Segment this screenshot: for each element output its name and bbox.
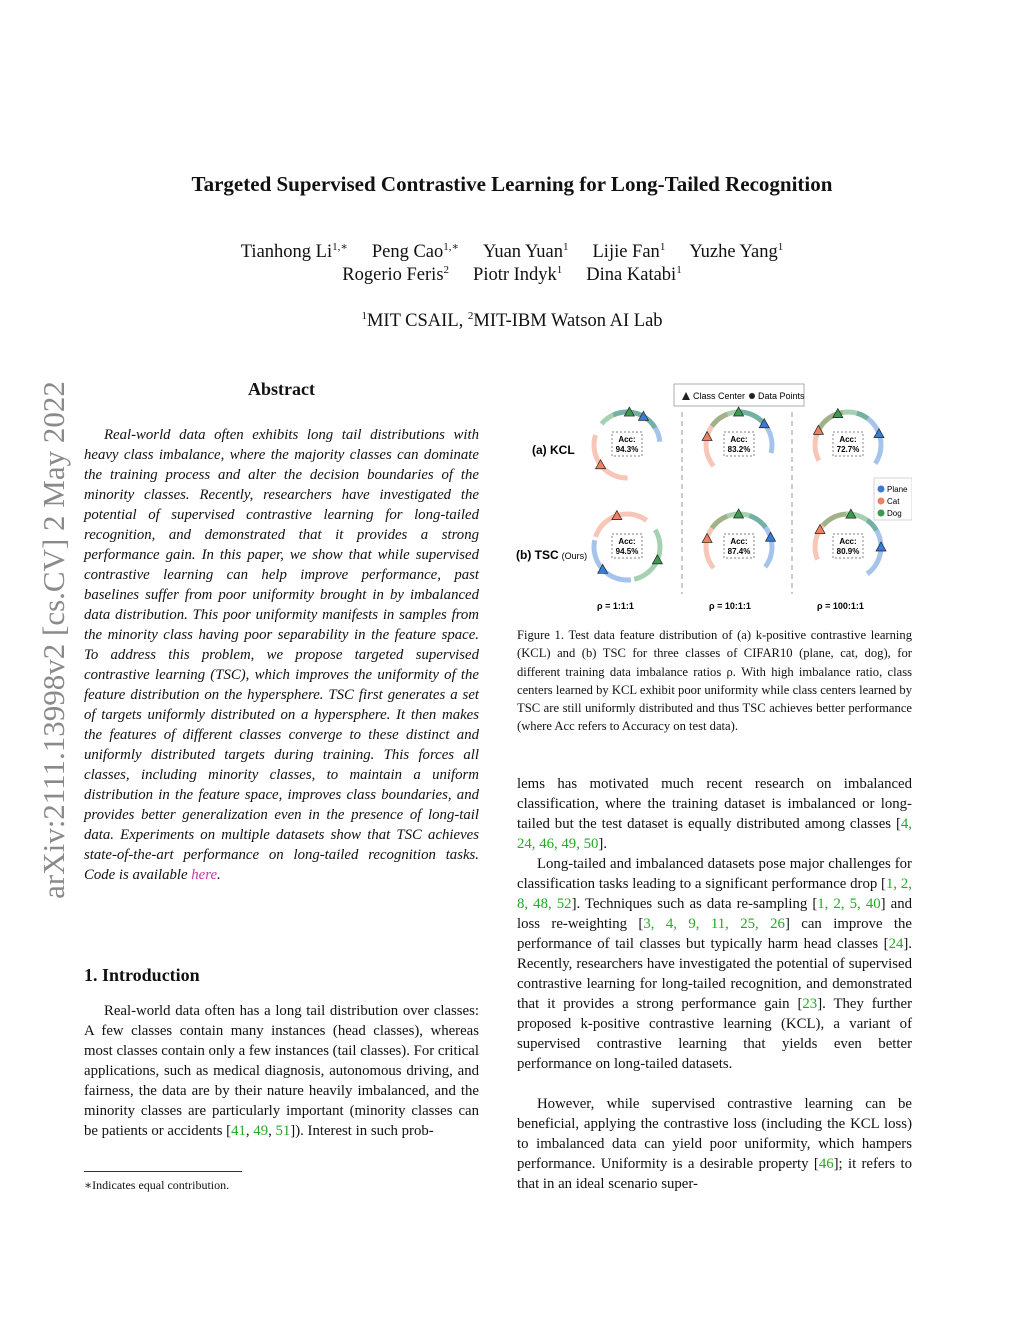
citation-link[interactable]: 1, 2, 5, 40 [817,896,881,912]
code-link[interactable]: here [191,867,218,883]
accuracy-value: 80.9% [836,547,860,556]
author-name: Yuzhe Yang$^1$ [689,241,784,263]
rho-label-1: ρ = 1:1:1 [597,601,634,611]
affiliations: $^1$MIT CSAIL, $^2$MIT-IBM Watson AI Lab [361,310,663,332]
intro-paragraph: Real-world data often has a long tail distribution over classes: A few classes contain many instances (head classes), whereas most classes contain only a few instances (tail classes). For critical applications, such as medical diagnosis, autonomous driving, and fairness, the data are by their nature heavily imbalanced, and the minority classes are particularly important (minority classes can be patients or accidents [41, 49, 51]). Interest in such prob- [84,1003,479,1139]
accuracy-label: Acc: [839,537,857,546]
accuracy-value: 72.7% [836,445,860,454]
author-row-2 [0,264,1024,286]
row-label-kcl: (a) KCL [532,443,575,457]
class-arc [817,412,868,435]
feature-ring [594,511,662,580]
class-legend-label: Cat [887,497,900,506]
feature-ring [813,409,884,464]
class-center-marker [876,542,886,551]
abstract-text: Real-world data often exhibits long tail distributions with heavy class imbalance, where the majority classes can dominate the training process and alter the decision boundaries of the minority classes. Recently, researchers have investigated the potential of supervised contrastive learning for long-tailed recognition, and demonstrated that it provides a strong performance gain. In this paper, we show that while supervised contrastive learning can help improve performance, past baselines suffer from poor uniformity brought in by imbalanced data distribution. This poor uniformity manifests in samples from the minority class having poor separability in the feature space. To address this problem, we propose targeted supervised contrastive learning (TSC), which improves the uniformity of the feature distribution on the hypersphere. TSC first generates a set of targets uniformly distributed on a hypersphere. It then makes the features of different classes converge to these distinct and uniformly distributed targets during training. This forces all classes, including minority classes, to maintain a uniform distribution in the feature space, improves class boundaries, and provides better generalization even in the presence of long-tail data. Experiments on multiple datasets show that TSC achieves state-of-the-art performance on long-tailed recognition tasks. Code is available here. [84,427,479,883]
rho-label-2: ρ = 10:1:1 [709,601,751,611]
figure-1 [512,382,912,619]
figure-graphic [512,382,912,614]
arxiv-identifier: arXiv:2111.13998v2 [cs.CV] 2 May 2022 [36,381,71,899]
citation-link[interactable]: 23 [802,996,818,1012]
rho-label-3: ρ = 100:1:1 [817,601,864,611]
citation-link[interactable]: 4, 24, 46, 49, 50 [517,816,912,852]
author-name: Rogerio Feris$^2$ [342,264,450,286]
citation-link[interactable]: 1, 2, 8, 48, 52 [517,876,912,912]
class-legend-dot [878,510,885,517]
accuracy-label: Acc: [730,435,748,444]
class-legend-label: Dog [887,509,902,518]
right-paragraph-3: However, while supervised contrastive learning can be beneficial, applying the contrastive loss (including the KCL loss) to imbalanced data can yield poor uniformity, which hampers performance. Uniformity is a desirable property [46]; it refers to that in an ideal scenario super- [517,1096,912,1192]
author-row-1 [0,240,1024,263]
accuracy-label: Acc: [618,537,636,546]
accuracy-value: 94.3% [615,445,639,454]
right-paragraph-2: Long-tailed and imbalanced datasets pose major challenges for classification tasks leading to a significant performance drop [1, 2, 8, 48, 52]. Techniques such as data re-sampling [1, 2, 5, 40] and loss re-weighting [3, 4, 9, 11, 25, 26] can improve the performance of tail classes but typically harm head classes [24]. Recently, researchers have investigated the potential of supervised contrastive learning for long-tailed recognition, and demonstrated that it provides a strong performance gain [23]. They further proposed k-positive contrastive learning (KCL), a variant of supervised contrastive learning that yields even better performance on long-tailed datasets. [517,856,913,1072]
feature-ring [594,407,660,478]
accuracy-value: 94.5% [615,547,639,556]
data-point-icon [749,393,755,399]
author-name: Dina Katabi$^1$ [586,264,682,286]
feature-ring [702,509,775,568]
author-name: Lijie Fan$^1$ [592,241,666,263]
footnote: ∗Indicates equal contribution. [84,1178,230,1192]
citation-link[interactable]: 51 [275,1123,291,1139]
footnote-rule [84,1171,242,1172]
paper-title: Targeted Supervised Contrastive Learning for Long-Tailed Recognition [191,172,833,196]
author-name: Tianhong $Li^{1,∗}$ [240,241,348,263]
class-legend-label: Plane [887,485,908,494]
citation-link[interactable]: 3, 4, 9, 11, 25, 26 [643,916,785,932]
author-name: Yuan Yuan$^1$ [483,241,569,263]
feature-ring [702,407,772,466]
abstract-heading: Abstract [248,379,315,399]
citation-link[interactable]: 41 [231,1123,246,1139]
section-heading-introduction: 1. Introduction [84,965,200,985]
row-label-tsc: (b) TSC (Ours) [516,548,588,562]
citation-link[interactable]: 24 [888,936,904,952]
accuracy-value: 87.4% [727,547,751,556]
citation-link[interactable]: 49 [253,1123,269,1139]
citation-link[interactable]: 46 [818,1156,834,1172]
class-legend-dot [878,498,885,505]
legend-data-points: Data Points [758,391,805,401]
legend-class-center: Class Center [693,391,746,401]
accuracy-label: Acc: [730,537,748,546]
figure-caption: Figure 1. Test data feature distribution of (a) k-positive contrastive learning (KCL) and (b) TSC for three classes of CIFAR10 (plane, cat, dog), for different training data imbalance ratios ρ. With high imbalance ratio, class centers learned by KCL exhibit poor uniformity while class centers learned by TSC are still uniformly distributed and thus TSC achieves better performance (where Acc refers to Accuracy on test data). [517,628,912,734]
class-arc [596,514,647,537]
accuracy-label: Acc: [839,435,857,444]
accuracy-value: 83.2% [727,445,751,454]
author-name: Peng Cao$^{1,∗}$ [371,241,460,263]
class-legend-dot [878,486,885,493]
accuracy-label: Acc: [618,435,636,444]
author-name: Piotr Indyk$^1$ [473,264,563,286]
right-paragraph-1: lems has motivated much recent research on imbalanced classification, where the training dataset is imbalanced or long-tailed but the test dataset is equally distributed among classes [4, 24, 46, 49, 50]. [517,776,912,852]
